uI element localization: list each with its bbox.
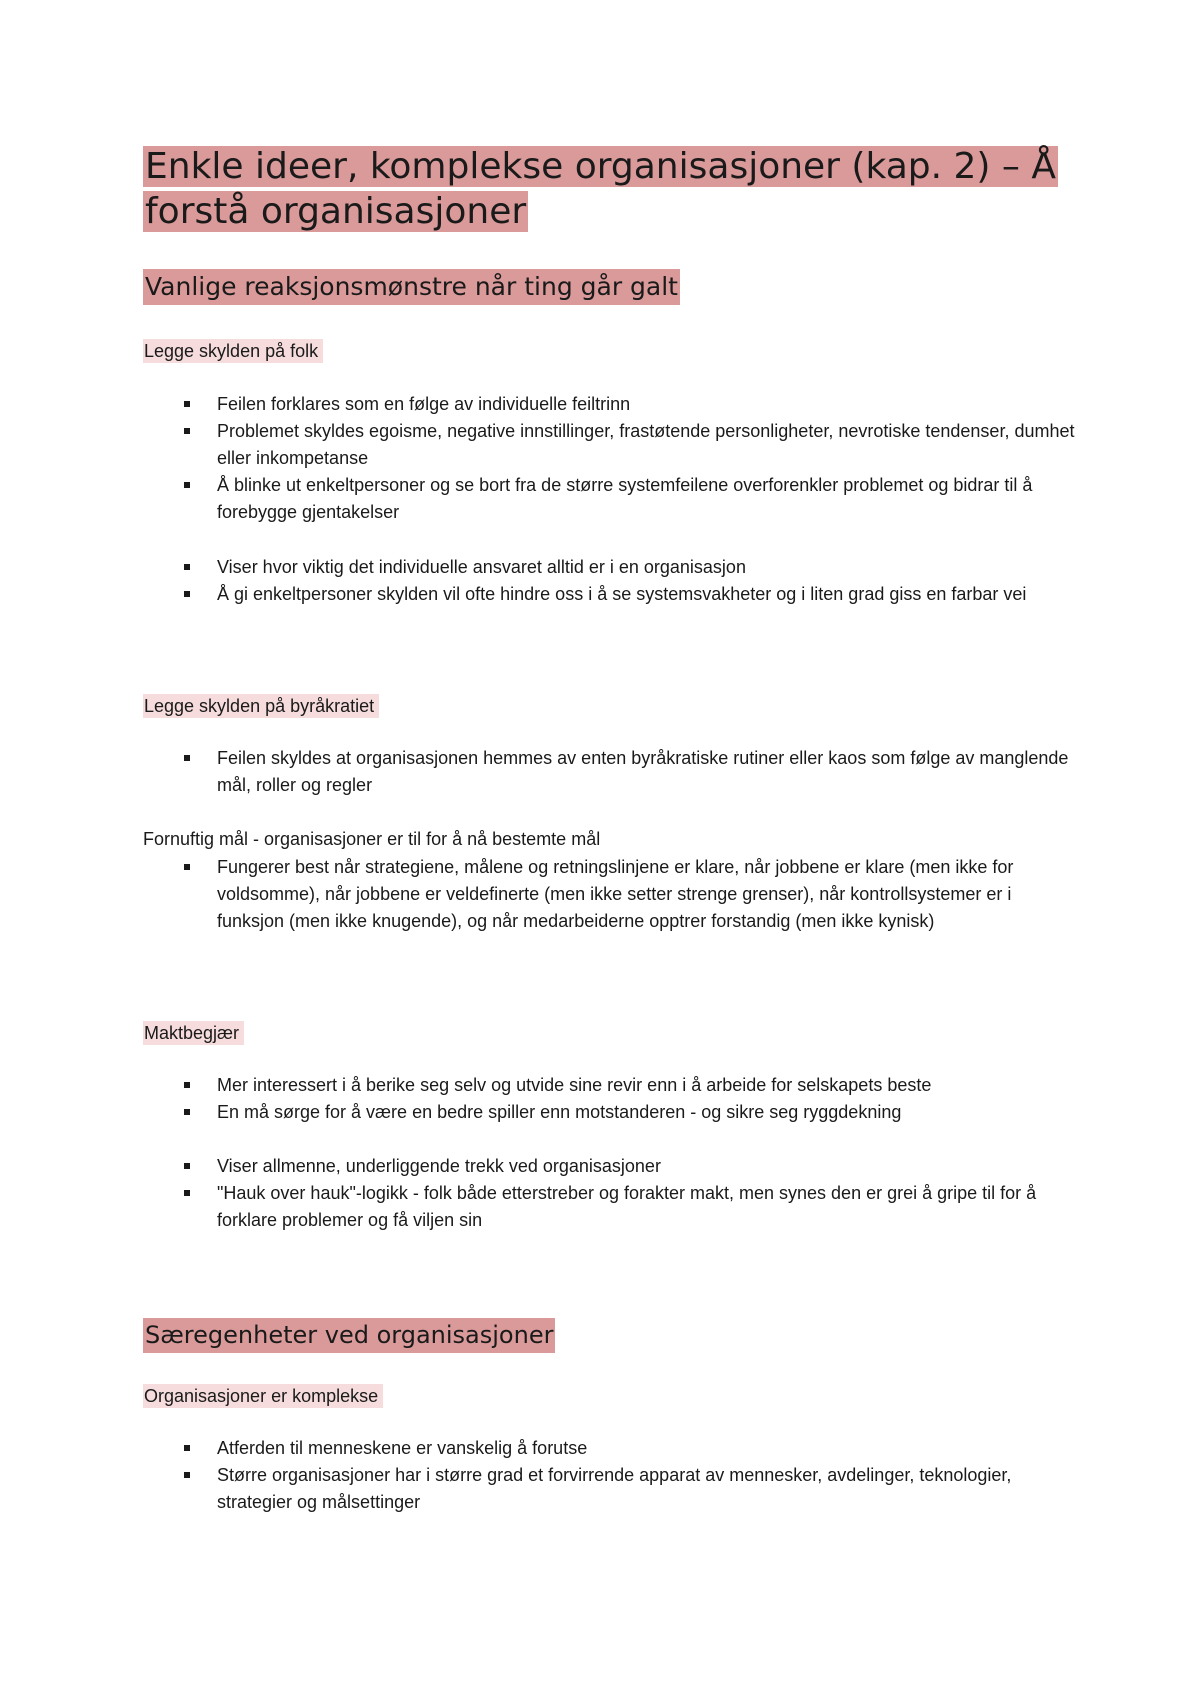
subheading-text: Legge skylden på folk — [143, 339, 323, 363]
bullet-list-maktbegjaer-b — [0, 1153, 1100, 1234]
bullet-list-skyld-folk-b — [0, 554, 1100, 608]
page-title — [143, 144, 1083, 234]
subheading-text: Legge skylden på byråkratiet — [143, 694, 379, 718]
list-item — [0, 1435, 1077, 1462]
bullet-icon — [184, 482, 190, 488]
bullet-icon — [184, 1163, 190, 1169]
bullet-list-fornuftig-mal — [0, 854, 1100, 935]
list-item-text: Atferden til menneskene er vanskelig å forutse — [217, 1438, 588, 1458]
section-heading-reaksjonsmonstre — [143, 267, 680, 307]
list-item-text: "Hauk over hauk"-logikk - folk både etterstreber og forakter makt, men synes den er grei å gripe til for å forklare problemer og få viljen sin — [217, 1183, 1037, 1230]
list-item-text: Viser hvor viktig det individuelle ansvaret alltid er i en organisasjon — [217, 557, 746, 577]
list-item — [0, 581, 1077, 608]
bullet-icon — [184, 1082, 190, 1088]
bullet-icon — [184, 1445, 190, 1451]
list-item — [0, 1180, 1077, 1234]
list-item — [0, 554, 1077, 581]
list-item-text: Viser allmenne, underliggende trekk ved organisasjoner — [217, 1156, 661, 1176]
list-item — [0, 391, 1077, 418]
subheading-maktbegjaer — [143, 1018, 244, 1048]
list-item-text: Feilen skyldes at organisasjonen hemmes av enten byråkratiske rutiner eller kaos som følge av manglende mål, roller og regler — [217, 748, 1069, 795]
bullet-icon — [184, 1472, 190, 1478]
list-item — [0, 745, 1077, 799]
bullet-icon — [184, 1190, 190, 1196]
bullet-list-maktbegjaer-a — [0, 1072, 1100, 1126]
bullet-list-skyld-byrakrati — [0, 745, 1100, 799]
bullet-icon — [184, 591, 190, 597]
bullet-list-komplekse — [0, 1435, 1100, 1516]
list-item — [0, 1153, 1077, 1180]
subheading-skyld-byrakrati — [143, 691, 379, 721]
list-item-text: En må sørge for å være en bedre spiller enn motstanderen - og sikre seg ryggdekning — [217, 1102, 902, 1122]
list-item — [0, 854, 1077, 935]
subheading-komplekse — [143, 1381, 383, 1411]
bullet-icon — [184, 1109, 190, 1115]
list-item — [0, 1099, 1077, 1126]
subheading-skyld-folk — [143, 336, 323, 366]
list-item-text: Problemet skyldes egoisme, negative innstillinger, frastøtende personligheter, nevrotiske tendenser, dumhet eller inkompetanse — [217, 421, 1075, 468]
list-item-text: Å blinke ut enkeltpersoner og se bort fra de større systemfeilene overforenkler problemet og bidrar til å forebygge gjentakelser — [217, 475, 1033, 522]
section-heading-text: Særegenheter ved organisasjoner — [143, 1318, 555, 1353]
section-heading-text: Vanlige reaksjonsmønstre når ting går galt — [143, 269, 680, 305]
list-item — [0, 472, 1077, 526]
bullet-icon — [184, 428, 190, 434]
list-item-text: Fungerer best når strategiene, målene og retningslinjene er klare, når jobbene er klare (men ikke for voldsomme), når jobbene er veldefinerte (men ikke setter strenge grenser), når kontrollsystemer er i funksjon (men ikke knugende), og når medarbeiderne opptrer forstandig (men ikke kynisk) — [217, 857, 1014, 931]
bullet-icon — [184, 755, 190, 761]
bullet-icon — [184, 564, 190, 570]
list-item — [0, 1462, 1077, 1516]
subheading-text: Organisasjoner er komplekse — [143, 1384, 383, 1408]
list-item-text: Mer interessert i å berike seg selv og utvide sine revir enn i å arbeide for selskapets beste — [217, 1075, 932, 1095]
list-item — [0, 1072, 1077, 1099]
bullet-icon — [184, 864, 190, 870]
bullet-list-skyld-folk-a — [0, 391, 1100, 526]
section-heading-saeregenheter — [143, 1315, 555, 1355]
subheading-text: Maktbegjær — [143, 1021, 244, 1045]
list-item-text: Større organisasjoner har i større grad et forvirrende apparat av mennesker, avdelinger, teknologier, strategier og målsettinger — [217, 1465, 1012, 1512]
paragraph-fornuftig-mal: Fornuftig mål - organisasjoner er til for å nå bestemte mål — [143, 829, 601, 849]
list-item — [0, 418, 1077, 472]
page-title-text: Enkle ideer, komplekse organisasjoner (kap. 2) – Å forstå organisasjoner — [145, 146, 1056, 232]
list-item-text: Feilen forklares som en følge av individuelle feiltrinn — [217, 394, 631, 414]
bullet-icon — [184, 401, 190, 407]
list-item-text: Å gi enkeltpersoner skylden vil ofte hindre oss i å se systemsvakheter og i liten grad giss en farbar vei — [217, 584, 1027, 604]
